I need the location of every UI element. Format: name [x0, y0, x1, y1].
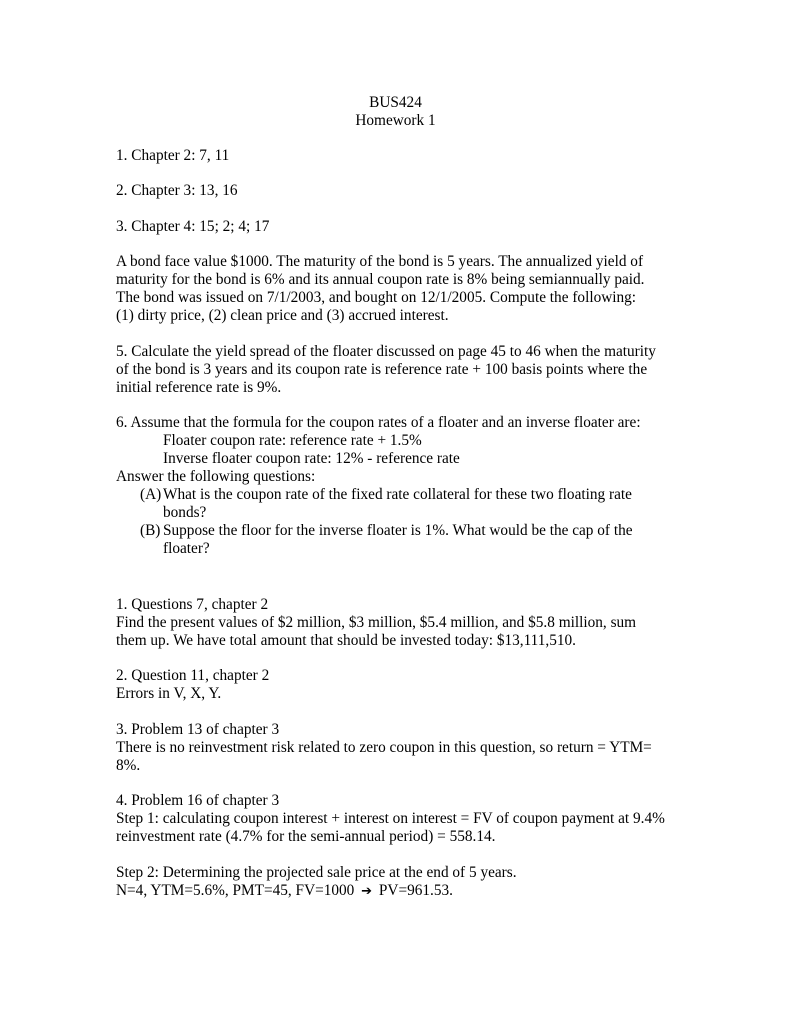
inverse-floater-formula: Inverse floater coupon rate: 12% - reference rate	[163, 450, 460, 467]
question-a-line: What is the coupon rate of the fixed rate collateral for these two floating rate	[163, 486, 632, 503]
question-b-letter: (B)	[140, 522, 161, 539]
question-b-line: Suppose the floor for the inverse floater is 1%. What would be the cap of the	[163, 522, 633, 539]
assignment-1: 1. Chapter 2: 7, 11	[116, 147, 230, 164]
solution-4-title: 4. Problem 16 of chapter 3	[116, 792, 280, 809]
assignment-2: 2. Chapter 3: 13, 16	[116, 182, 238, 199]
solution-1-title: 1. Questions 7, chapter 2	[116, 596, 269, 613]
assignment-6-intro: 6. Assume that the formula for the coupon rates of a floater and an inverse floater are:	[116, 414, 641, 431]
assignment-5-line: initial reference rate is 9%.	[116, 379, 282, 396]
course-code: BUS424	[369, 94, 422, 111]
calculation-inputs: N=4, YTM=5.6%, PMT=45, FV=1000	[116, 882, 355, 899]
assignment-4-line: maturity for the bond is 6% and its annual coupon rate is 8% being semiannually paid.	[116, 271, 645, 288]
solution-1-line: Find the present values of $2 million, $3 million, $5.4 million, and $5.8 million, sum	[116, 614, 637, 631]
answer-prompt: Answer the following questions:	[116, 468, 316, 485]
solution-3-title: 3. Problem 13 of chapter 3	[116, 721, 280, 738]
solution-1-line: them up. We have total amount that should be invested today: $13,111,510.	[116, 632, 577, 649]
solution-4-calculation	[116, 882, 453, 900]
solution-4-step2: Step 2: Determining the projected sale price at the end of 5 years.	[116, 864, 517, 881]
solution-2-line: Errors in V, X, Y.	[116, 685, 222, 702]
question-a-letter: (A)	[140, 486, 162, 503]
floater-formula: Floater coupon rate: reference rate + 1.5%	[163, 432, 422, 449]
assignment-5-line: of the bond is 3 years and its coupon rate is reference rate + 100 basis points where the	[116, 361, 648, 378]
solution-3-line: 8%.	[116, 757, 141, 774]
assignment-4-line: The bond was issued on 7/1/2003, and bought on 12/1/2005. Compute the following:	[116, 289, 637, 306]
solution-3-line: There is no reinvestment risk related to zero coupon in this question, so return = YTM=	[116, 739, 652, 756]
assignment-4-line: (1) dirty price, (2) clean price and (3) accrued interest.	[116, 307, 449, 324]
calculation-result: PV=961.53.	[378, 882, 453, 899]
question-a-line: bonds?	[163, 504, 207, 521]
solution-4-step1-line: reinvestment rate (4.7% for the semi-annual period) = 558.14.	[116, 828, 496, 845]
document-title: Homework 1	[355, 112, 436, 129]
solution-2-title: 2. Question 11, chapter 2	[116, 667, 270, 684]
assignment-3: 3. Chapter 4: 15; 2; 4; 17	[116, 218, 270, 235]
assignment-5-line: 5. Calculate the yield spread of the floater discussed on page 45 to 46 when the maturity	[116, 343, 656, 360]
assignment-4-line: A bond face value $1000. The maturity of the bond is 5 years. The annualized yield of	[116, 253, 644, 270]
question-b-line: floater?	[163, 540, 210, 557]
right-arrow-icon: ➔	[361, 884, 373, 899]
solution-4-step1-line: Step 1: calculating coupon interest + interest on interest = FV of coupon payment at 9.4%	[116, 810, 665, 827]
